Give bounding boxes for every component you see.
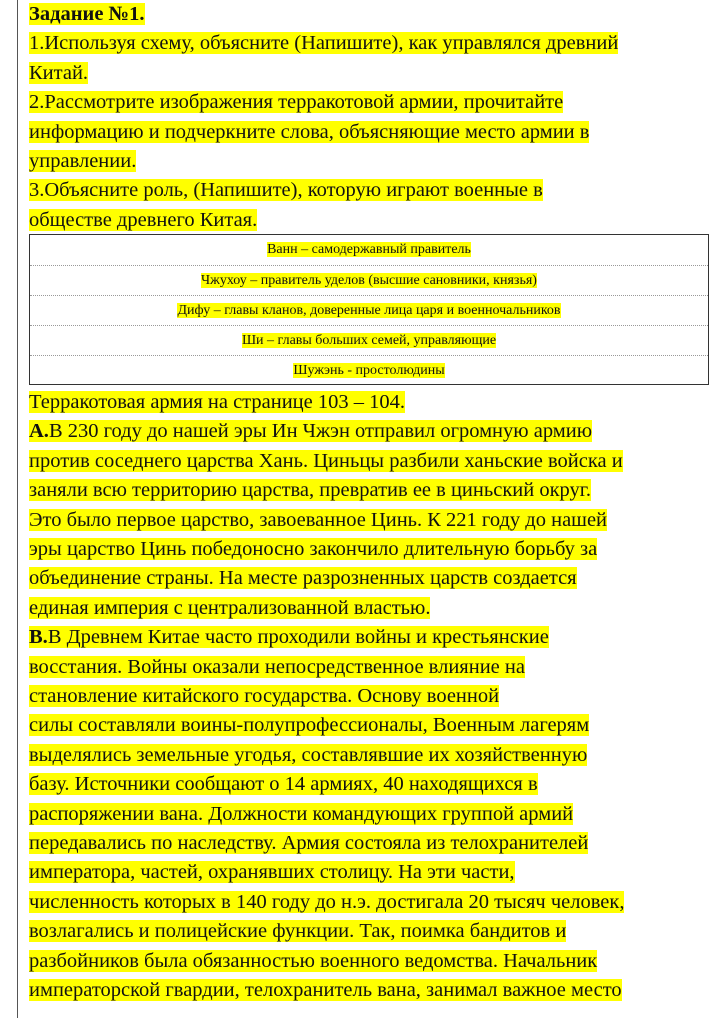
hierarchy-row: Чжухоу – правитель уделов (высшие сановники, князья): [30, 265, 708, 296]
section-b-label: В.: [29, 626, 48, 649]
section-a-line: объединение страны. На месте разрозненных царств создается: [29, 567, 577, 590]
section-b-line: выделялись земельные угодья, составлявшие их хозяйственную: [29, 743, 588, 766]
section-a-label: А.: [29, 420, 49, 443]
section-b-line: разбойников была обязанностью военного ведомства. Начальник: [29, 949, 598, 972]
section-a-line: заняли всю территорию царства, превратив ее в циньский округ.: [29, 479, 592, 502]
hierarchy-row: Шужэнь - простолюдины: [30, 355, 708, 386]
section-a-line: единая империя с централизованной властью.: [29, 596, 431, 619]
section-b-line: силы составляли воины-полупрофессионалы, Военным лагерям: [29, 714, 590, 737]
task-line: 3.Объясните роль, (Напишите), которую играют военные в: [29, 179, 543, 202]
page-margin-line: [17, 0, 18, 1018]
page-reference: Терракотовая армия на странице 103 – 104.: [29, 391, 405, 413]
task-line: обществе древнего Китая.: [29, 208, 258, 231]
hierarchy-table: [29, 234, 709, 385]
section-b-line: становление китайского государства. Основу военной: [29, 685, 500, 707]
section-a-line: А.В 230 году до нашей эры Ин Чжэн отправил огромную армию: [29, 420, 593, 443]
hierarchy-row: Ванн – самодержавный правитель: [267, 242, 471, 257]
section-a-line: против соседнего царства Хань. Циньцы разбили ханьские войска и: [29, 449, 623, 472]
section-b-line: императора, частей, охранявших столицу. На эти части,: [29, 861, 515, 884]
task-line: Китай.: [29, 61, 89, 84]
section-b-line: императорской гвардии, телохранитель вана, занимал важное место: [29, 979, 622, 1001]
section-a-line: эры царство Цинь победоносно закончило длительную борьбу за: [29, 538, 598, 560]
hierarchy-row: Дифу – главы кланов, доверенные лица царя и военночальников: [30, 295, 708, 326]
task-line: управлении.: [29, 150, 137, 172]
section-b-line: передавались по наследству. Армия состояла из телохранителей: [29, 832, 589, 854]
task-line: 1.Используя схему, объясните (Напишите), как управлялся древний: [29, 32, 619, 55]
task-line: 2.Рассмотрите изображения терракотовой армии, прочитайте: [29, 91, 564, 114]
section-b-line: распоряжении вана. Должности командующих группой армий: [29, 802, 574, 825]
section-b-line: возлагались и полицейские функции. Так, поимка бандитов и: [29, 920, 567, 943]
section-b-line: численность которых в 140 году до н.э. достигала 20 тысяч человек,: [29, 890, 625, 913]
section-b-line: базу. Источники сообщают о 14 армиях, 40 находящихся в: [29, 773, 538, 796]
task-line: информацию и подчеркните слова, объясняющие место армии в: [29, 120, 590, 143]
task-title: Задание №1.: [29, 3, 145, 25]
section-a-line: Это было первое царство, завоеванное Цинь. К 221 году до нашей: [29, 508, 608, 531]
hierarchy-row: Ши – главы больших семей, управляющие: [30, 325, 708, 356]
section-b-line: В.В Древнем Китае часто проходили войны и крестьянские: [29, 626, 549, 649]
section-b-line: восстания. Войны оказали непосредственное влияние на: [29, 655, 525, 678]
